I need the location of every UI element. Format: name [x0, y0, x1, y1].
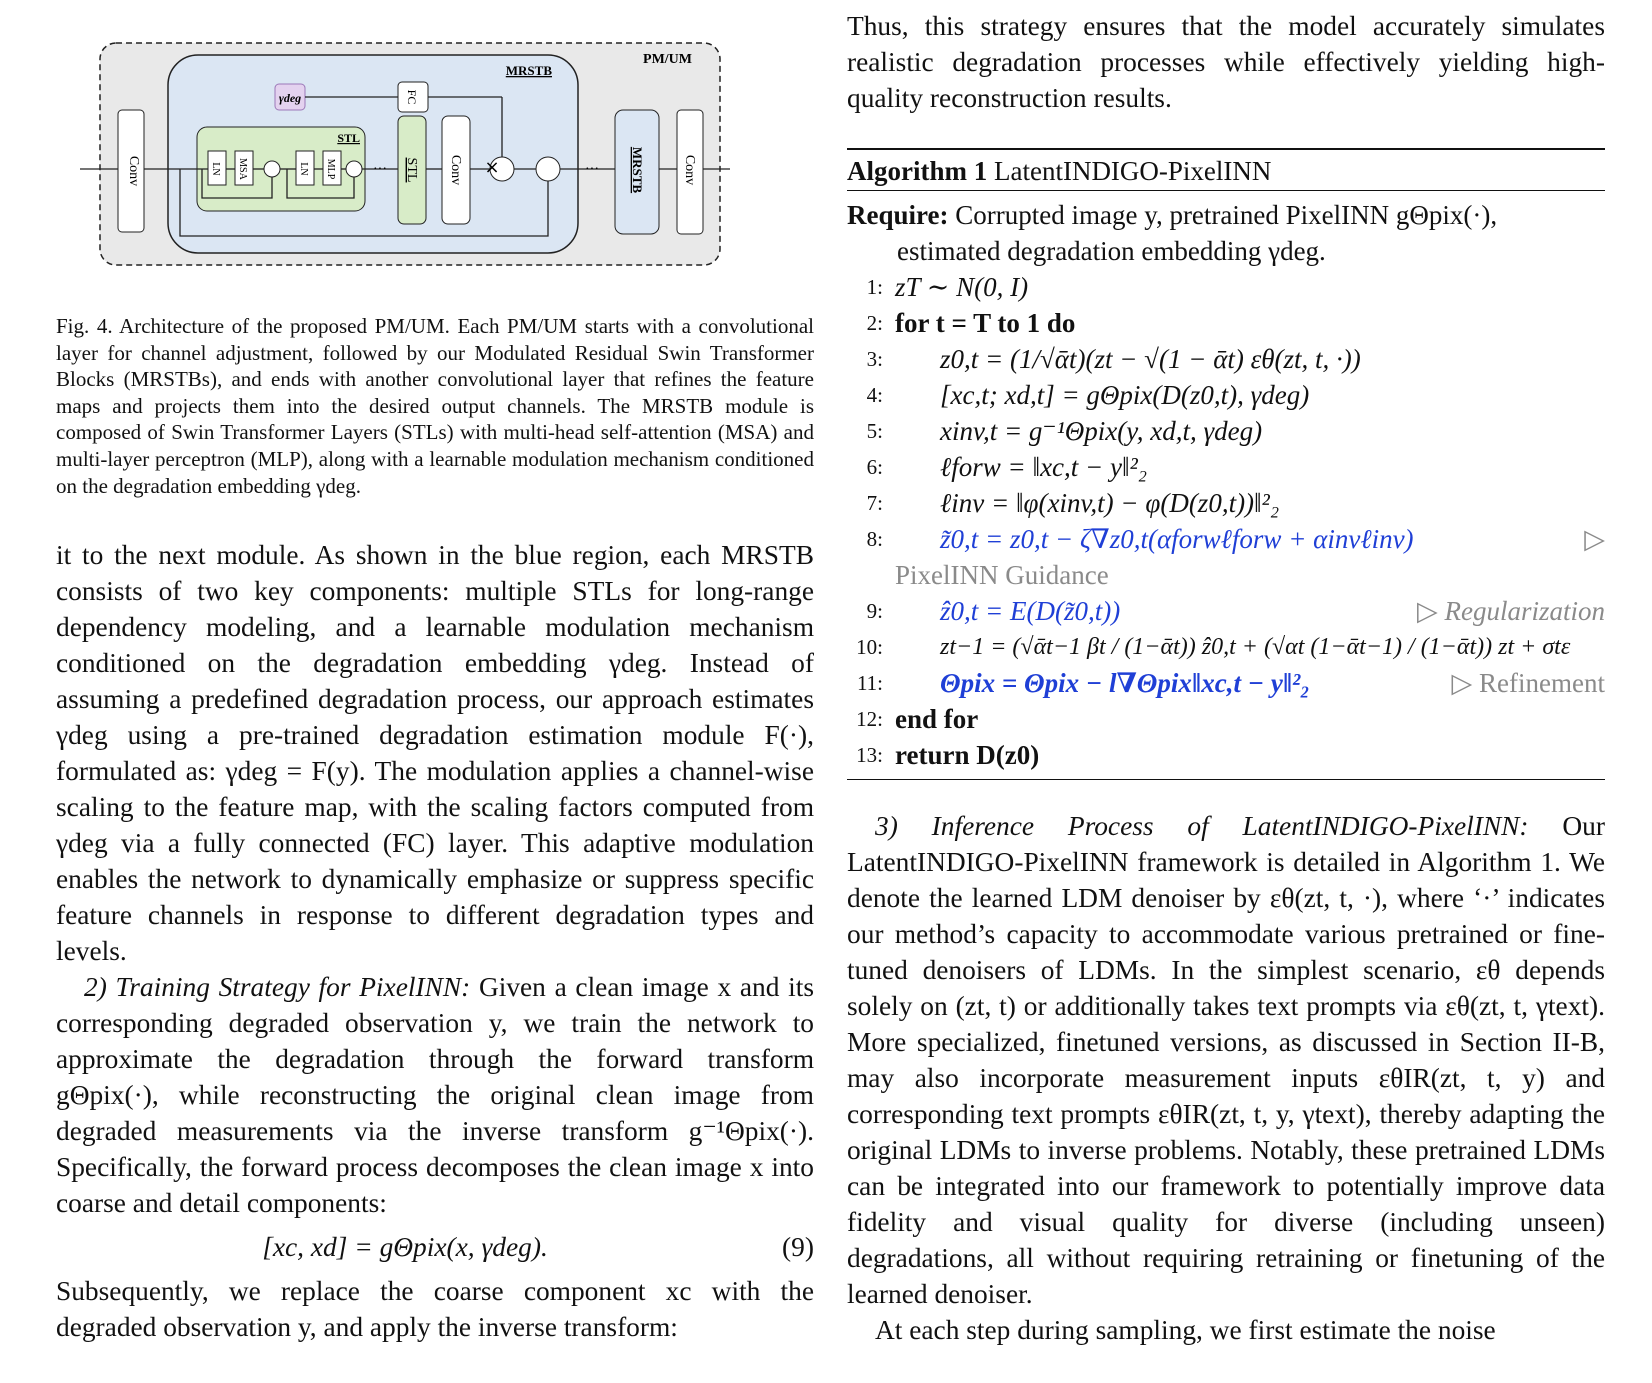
right-top-paragraph: Thus, this strategy ensures that the model accurately simulates realistic degradation processes while effectively yielding high-quality reconstruction results. — [847, 11, 1605, 113]
conv-right-label: Conv — [682, 154, 697, 186]
figure-caption — [56, 313, 814, 499]
left-paragraph-2 — [56, 969, 814, 1221]
pmum-label: PM/UM — [643, 52, 692, 67]
require-label: Require: — [847, 200, 949, 230]
ellipsis-right: ··· — [585, 162, 599, 177]
right-column — [847, 808, 1605, 1348]
stl-label: STL — [337, 131, 360, 145]
right-paragraph-1 — [847, 808, 1605, 1312]
equation-9-body: [xc, xd] = gΘpix(x, γdeg). — [262, 1232, 548, 1262]
algo-line-8: 8: z̃0,t = z0,t − ζ∇z0,t(αforwℓforw + αinvℓinv) ▷ — [866, 523, 1605, 554]
left-column — [56, 537, 814, 1345]
right-paragraph-2: At each step during sampling, we first estimate the noise — [875, 1315, 1496, 1345]
architecture-figure — [80, 38, 770, 283]
mult-symbol: × — [484, 157, 500, 178]
inference-text: Our LatentINDIGO-PixelINN framework is detailed in Algorithm 1. We denote the learned LDM denoiser by εθ(zt, t, ·), where ‘·’ indicates our method’s capacity to accommodate various pretrained or fine-tuned denoisers of LDMs. In the simplest scenario, εθ depends solely on (zt, t) or additionally takes text prompts via εθ(zt, t, γtext). More specialized, finetuned versions, as discussed in Section II-B, may also incorporate measurement inputs εθIR(zt, t, y) and corresponding text prompts εθIR(zt, t, y, γtext), thereby adapting the original LDMs to inverse problems. Notably, these pretrained LDMs can be integrated into our framework to potentially improve data fidelity and visual quality for diverse (including unseen) degradations, all without requiring retraining or finetuning of the learned denoiser. — [847, 811, 1605, 1309]
training-text: Given a clean image x and its corresponding degraded observation y, we train the network to approximate the degradation through the forward transform gΘpix(·), while reconstructing the original clean image from degraded measurements via the inverse transform g⁻¹Θpix(·). Specifically, the forward process decomposes the clean image x into coarse and detail components: — [56, 972, 814, 1218]
algo-line-11: 11: Θpix = Θpix − l∇Θpix‖xc,t − y‖²₂ ▷ Refinement — [856, 667, 1605, 698]
add2 — [346, 161, 362, 177]
comment-11: ▷ Refinement — [1451, 667, 1605, 698]
caption-prefix: Fig. 4. — [56, 314, 113, 338]
algo-line-9: 9: ẑ0,t = E(D(z̃0,t)) ▷ Regularization — [866, 595, 1605, 626]
caption-text: Architecture of the proposed PM/UM. Each PM/UM starts with a convolutional layer for channel adjustment, followed by our Modulated Residual Swin Transformer Blocks (MRSTBs), and ends with another convolutional layer that refines the feature maps and projects them into the desired output channels. The MRSTB module is composed of Swin Transformer Layers (STLs) with multi-head self-attention (MSA) and multi-layer perceptron (MLP), along with a learnable modulation mechanism conditioned on the degradation embedding γdeg. — [56, 314, 814, 498]
algo-line-10: 10: zt−1 = (√ᾱt−1 βt / (1−ᾱt)) ẑ0,t + (√αt (1−ᾱt−1) / (1−ᾱt)) zt + σtε — [856, 633, 1571, 660]
msa-label: MSA — [237, 158, 248, 180]
algo-line-5: 5: xinv,t = g⁻¹Θpix(y, xd,t, γdeg) — [866, 415, 1263, 446]
add1 — [264, 161, 280, 177]
algo-line-7: 7: ℓinv = ‖φ(xinv,t) − φ(D(z0,t))‖²₂ — [866, 487, 1280, 518]
mrstb-label: MRSTB — [505, 63, 552, 78]
ellipsis-mid: ··· — [373, 162, 387, 177]
algo-line-4: 4: [xc,t; xd,t] = gΘpix(D(z0,t), γdeg) — [866, 379, 1310, 410]
algo-line-8-comment: PixelINN Guidance — [895, 559, 1109, 590]
algo-line-6: 6: ℓforw = ‖xc,t − y‖²₂ — [866, 451, 1148, 482]
mrstb-vertical-label: MRSTB — [630, 146, 645, 194]
stl-vertical-label: STL — [404, 157, 419, 183]
algo-line-3: 3: z0,t = (1/√ᾱt)(zt − √(1 − ᾱt) εθ(zt, t, ·)) — [866, 343, 1361, 374]
algo-line-12: 12: end for — [856, 703, 979, 734]
require-text: Corrupted image y, pretrained PixelINN gΘpix(·), — [955, 200, 1498, 230]
inference-heading: 3) Inference Process of LatentINDIGO-PixelINN: — [875, 811, 1529, 841]
algo-line-1: 1: zT ∼ N(0, I) — [866, 271, 1029, 302]
algorithm-header — [847, 150, 1605, 191]
mlp-label: MLP — [325, 158, 336, 180]
algorithm-require — [847, 191, 1605, 269]
add-node — [536, 157, 560, 181]
left-paragraph-3: Subsequently, we replace the coarse component xc with the degraded observation y, and apply the inverse transform: — [56, 1276, 814, 1342]
comment-9: ▷ Regularization — [1416, 595, 1605, 626]
ln2-label: LN — [298, 162, 309, 176]
equation-9-number: (9) — [782, 1232, 814, 1262]
algo-line-2: 2: for t = T to 1 do — [866, 307, 1076, 338]
comment-8: ▷ — [1584, 523, 1605, 554]
algorithm-bottom-rule — [847, 779, 1605, 780]
ln1-label: LN — [210, 162, 221, 176]
conv-inner-label: Conv — [448, 154, 463, 186]
gamma-label: γdeg — [278, 91, 302, 105]
equation-9 — [56, 1227, 814, 1267]
algorithm-box — [847, 148, 1605, 780]
require-text-2: estimated degradation embedding γdeg. — [897, 236, 1326, 266]
conv-left-label: Conv — [126, 155, 141, 187]
fc-label: FC — [405, 89, 419, 105]
algorithm-label: Algorithm 1 — [847, 156, 988, 186]
left-paragraph-1: it to the next module. As shown in the blue region, each MRSTB consists of two key components: multiple STLs for long-range dependency modeling, and a learnable modulation mechanism conditioned on the degradation embedding γdeg. Instead of assuming a predefined degradation process, our approach estimates γdeg using a pre-trained degradation estimation module F(·), formulated as: γdeg = F(y). The modulation applies a channel-wise scaling to the feature map, with the scaling factors computed from γdeg via a fully connected (FC) layer. This adaptive modulation enables the network to dynamically emphasize or suppress specific feature channels in response to different degradation types and levels. — [56, 540, 814, 966]
training-heading: 2) Training Strategy for PixelINN: — [84, 972, 471, 1002]
algo-line-13: 13: return D(z0) — [856, 739, 1040, 770]
algorithm-title: LatentINDIGO-PixelINN — [993, 156, 1272, 186]
